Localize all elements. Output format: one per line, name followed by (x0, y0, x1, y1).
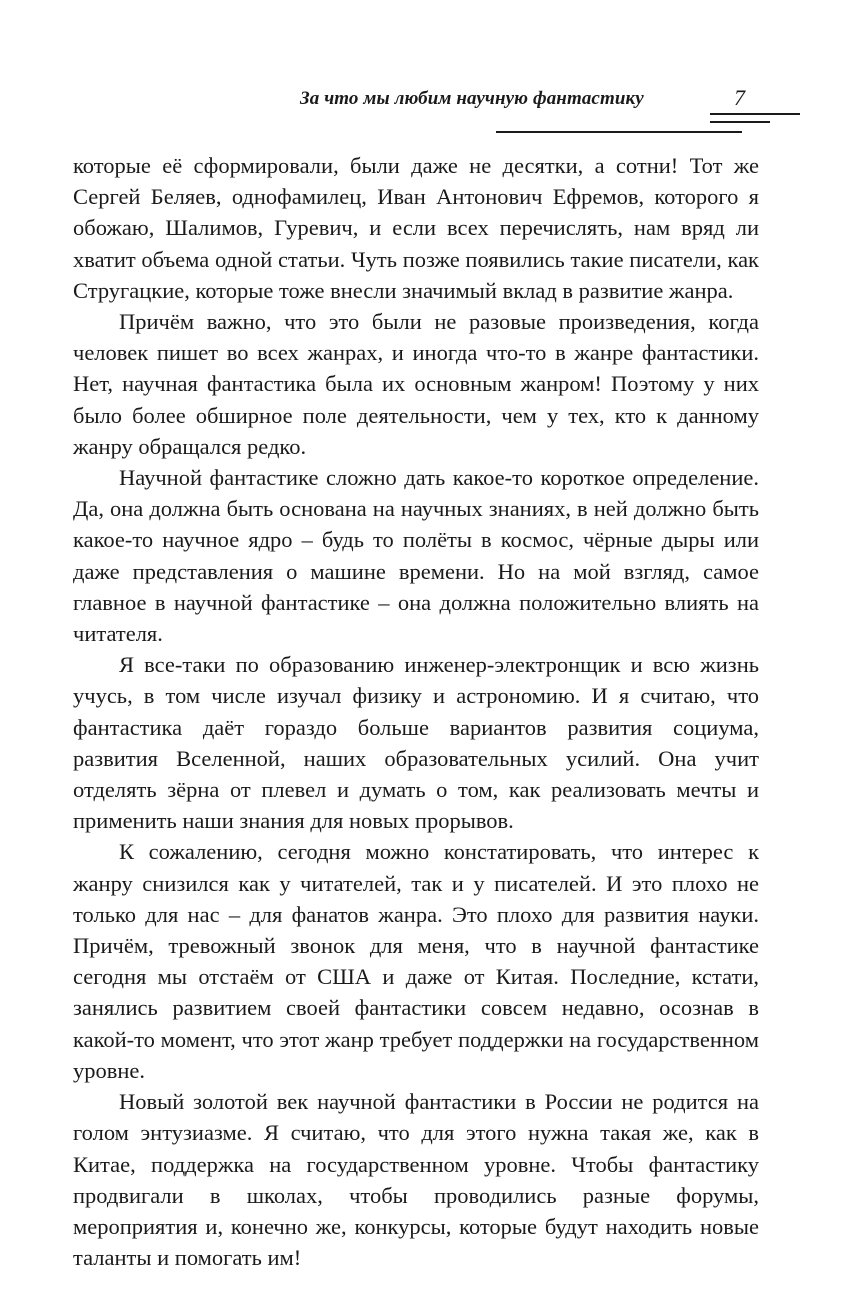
paragraph: Новый золотой век научной фантастики в России не родится на голом энтузиазме. Я считаю, что для этого нужна такая же, как в Китае, поддержка на государственном уровне. Чтобы фантастику продвигали в школах, чтобы проводились разные форумы, мероприятия и, конечно же, конкурсы, которые будут находить новые таланты и помогать им! (73, 1089, 759, 1271)
page-number: 7 (734, 85, 745, 110)
paragraph-continued: которые её сформировали, были даже не десятки, а сотни! Тот же Сергей Беляев, однофамилец, Иван Антонович Ефремов, которого я обожаю, Шалимов, Гуревич, и если всех перечислять, нам вряд ли хватит объема одной статьи. Чуть позже появились такие писатели, как Стругацкие, которые тоже внесли значимый вклад в развитие жанра. (73, 153, 759, 303)
paragraph: Я все-таки по образованию инженер-электронщик и всю жизнь учусь, в том числе изучал физику и астрономию. И я считаю, что фантастика даёт гораздо больше вариантов развития социума, развития Вселенной, наших образовательных усилий. Она учит отделять зёрна от плевел и думать о том, как реализовать мечты и применить наши знания для новых прорывов. (73, 652, 759, 834)
paragraph: Научной фантастике сложно дать какое-то короткое определение. Да, она должна быть основана на научных знаниях, в ней должно быть какое-то научное ядро – будь то полёты в космос, чёрные дыры или даже представления о машине времени. Но на мой взгляд, самое главное в научной фантастике – она должна положительно влиять на читателя. (73, 465, 759, 647)
running-header (300, 85, 800, 128)
running-title: За что мы любим научную фантастику (300, 88, 644, 109)
paragraph: Причём важно, что это были не разовые произведения, когда человек пишет во всех жанрах, и иногда что-то в жанре фантастики. Нет, научная фантастика была их основным жанром! Поэтому у них было более обширное поле деятельности, чем у тех, кто к данному жанру обращался редко. (73, 309, 759, 459)
body-text (73, 150, 759, 1273)
paragraph: К сожалению, сегодня можно констатировать, что интерес к жанру снизился как у читателей, так и у писателей. И это плохо не только для нас – для фанатов жанра. Это плохо для развития науки. Причём, тревожный звонок для меня, что в научной фантастике сегодня мы отстаём от США и даже от Китая. Последние, кстати, занялись развитием своей фантастики совсем недавно, осознав в какой-то момент, что этот жанр требует поддержки на государственном уровне. (73, 839, 759, 1083)
header-rule-middle (710, 121, 770, 123)
header-rule-bottom (496, 131, 742, 133)
header-rule-top (710, 113, 800, 115)
